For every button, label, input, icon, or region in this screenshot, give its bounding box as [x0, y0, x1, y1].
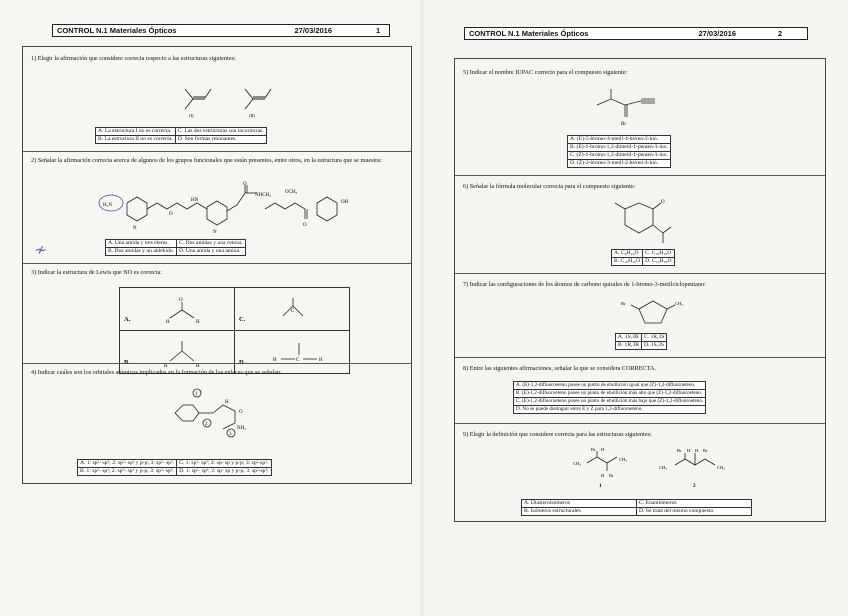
- option-d[interactable]: D. Se trata del mismo compuesto: [637, 508, 752, 516]
- header-date: 27/03/2016: [294, 26, 333, 35]
- option-a[interactable]: A. Diasteroisómeros: [522, 500, 637, 508]
- atom-o: O: [239, 410, 243, 415]
- question-8-options: [513, 381, 706, 414]
- cell-label-a: A.: [124, 316, 131, 323]
- s2-br2: Br: [703, 448, 708, 453]
- lewis-structures-grid: [119, 287, 350, 374]
- option-b[interactable]: B. Isómeros estructurales: [522, 508, 637, 516]
- question-5-molecule: [585, 83, 695, 129]
- mol-label-hn: HN: [191, 198, 199, 203]
- mol-label-o: O: [243, 182, 247, 187]
- bond-marker-3: 3: [229, 432, 232, 437]
- cell-label-c: C.: [239, 316, 246, 323]
- header-title: CONTROL N.1 Materiales Ópticos: [57, 26, 177, 35]
- option-d[interactable]: D. 1S,3S: [641, 342, 666, 350]
- option-a[interactable]: A. Una amida y tres éteres.: [106, 240, 177, 248]
- s1-h2: H: [601, 473, 605, 478]
- header-title: CONTROL N.1 Materiales Ópticos: [469, 29, 589, 38]
- questions-frame: [454, 58, 826, 522]
- s2-ch3-b: CH₃: [717, 465, 725, 470]
- mol-label-oh: OH: [341, 200, 349, 205]
- s2-ch3-a: CH₃: [659, 465, 667, 470]
- option-b[interactable]: B. (E)-1,2-difluoroeteno posee un punto de ebullición más alto que (Z)-1,2-difluoroeteno.: [514, 390, 706, 398]
- atom-h2: H: [196, 320, 200, 325]
- atom-h4: H: [196, 364, 200, 369]
- option-a[interactable]: A. La estructura I no es correcta.: [96, 128, 176, 136]
- page-header: [464, 27, 808, 40]
- s1-br2: Br: [609, 473, 614, 478]
- question-7-molecule: [619, 295, 689, 329]
- mol-label-o3: O: [303, 223, 307, 228]
- question-6-text: 6) Señalar la fórmula molecular correcta para el compuesto siguiente:: [463, 183, 636, 190]
- header-date: 27/03/2016: [698, 29, 737, 38]
- s2-br: Br: [677, 448, 682, 453]
- atom-br: Br: [621, 122, 626, 127]
- question-7-text: 7) Indicar las configuraciones de los átomos de carbono quirales de 1-bromo-3-metilciclopentano:: [463, 281, 706, 288]
- question-9-options: [521, 499, 752, 516]
- s2-h: H: [687, 448, 691, 453]
- option-d[interactable]: D. (Z)-2-bromo-3-metil-2-hexen-4-ino.: [568, 160, 671, 168]
- header-page-number: 2: [778, 29, 783, 38]
- question-9-text: 9) Elegir la definición que considere correcta para las estructuras siguientes:: [463, 431, 652, 438]
- lewis-cell-c[interactable]: [235, 288, 350, 331]
- atom-nh2: NH₂: [237, 426, 246, 431]
- option-c[interactable]: C. Las dos estructuras son incorrectas.: [175, 128, 266, 136]
- mol-label-nhch3: NHCH₃: [255, 193, 271, 198]
- option-b[interactable]: B. 1R,3R: [616, 342, 642, 350]
- divider: [23, 363, 411, 364]
- atom-c2: C: [296, 358, 300, 363]
- struct-label-1: 1: [599, 484, 602, 489]
- question-6-molecule: [605, 195, 685, 247]
- question-5-text: 5) Indicar el nombre IUPAC correcto para el compuesto siguiente:: [463, 69, 628, 76]
- option-c[interactable]: C. C₁₀H₁₈O: [643, 250, 674, 258]
- option-b[interactable]: B. (E)-1-bromo-1,2-dimetil-1-penten-3-ino.: [568, 144, 671, 152]
- option-c[interactable]: C. 1: sp²- sp²; 2: sp- sp y p-p; 3: sp²-sp².: [177, 460, 271, 468]
- question-4-options: [77, 459, 272, 476]
- lewis-cell-b[interactable]: [120, 331, 235, 374]
- option-c[interactable]: C. 1R,3S: [641, 334, 666, 342]
- s1-br: Br: [591, 447, 596, 452]
- atom-h3: H: [164, 364, 168, 369]
- bond-marker-2: 2: [205, 422, 208, 427]
- mol-label-och3: OCH₃: [285, 190, 298, 195]
- s1-ch3-b: CH₃: [619, 457, 627, 462]
- question-4-text: 4) Indicar cuáles son los orbitales atómicos implicados en la formación de los enlaces que se señalan:: [31, 369, 282, 376]
- divider: [23, 151, 411, 152]
- atom-o: O: [661, 200, 665, 205]
- exam-page-1: [0, 0, 420, 616]
- atom-h: H: [166, 320, 170, 325]
- option-d[interactable]: D. C₁₀H₂₀O: [643, 258, 674, 266]
- question-5-options: [567, 135, 671, 168]
- question-4-molecule: [163, 383, 273, 443]
- question-7-options: [615, 333, 667, 350]
- question-2-molecule: [95, 179, 375, 235]
- option-d[interactable]: D. Una amida y una amina.: [177, 248, 246, 256]
- s1-h: H: [601, 447, 605, 452]
- divider: [23, 263, 411, 264]
- question-1-text: 1) Elegir la afirmación que considere correcta respecto a las estructuras siguientes:: [31, 55, 236, 62]
- question-2-text: 2) Señalar la afirmación correcta acerca de algunos de los grupos funcionales que están presentes, entre otros, en la estructura que se muestra:: [31, 157, 382, 164]
- atom-h: H: [225, 400, 229, 405]
- option-c[interactable]: C. Dos amidas y una cetona.: [177, 240, 246, 248]
- lewis-c-structure: [271, 290, 331, 326]
- mol-label-o2: O: [169, 212, 173, 217]
- question-3-text: 3) Indicar la estructura de Lewis que NO es correcta:: [31, 269, 163, 276]
- divider: [455, 273, 825, 274]
- option-a[interactable]: A. 1S,3R: [616, 334, 642, 342]
- cell-label-d: D.: [239, 359, 246, 366]
- option-b[interactable]: B. La estructura II no es correcta.: [96, 136, 176, 144]
- struct-label-2: (II): [249, 113, 255, 118]
- mol-label-n2: N: [213, 230, 217, 235]
- option-b[interactable]: B. Dos amidas y un aldehído.: [106, 248, 177, 256]
- bond-marker-1: 1: [195, 392, 198, 397]
- option-c[interactable]: C. (E)-1,2-difluoroeteno posee un punto de ebullición más bajo que (Z)-1,2-difluoroeteno.: [514, 398, 706, 406]
- divider: [455, 175, 825, 176]
- question-2-options: [105, 239, 246, 256]
- option-d[interactable]: D. 1: sp²- sp³; 2: sp- sp y p-p; 3: sp²-sp³.: [177, 468, 271, 476]
- option-d[interactable]: D. No se puede distinguir entre E y Z para 1,2-difluoroeteno.: [514, 406, 706, 414]
- option-a[interactable]: A. (E)-1,2-difluoroeteno posee un punto de ebullición igual que (Z)-1,2-difluoroeteno.: [514, 382, 706, 390]
- option-b[interactable]: B. C₁₀H₁₆O: [612, 258, 643, 266]
- divider: [455, 423, 825, 424]
- struct-label-1: (I): [189, 113, 194, 118]
- lewis-a-structure: [160, 292, 220, 326]
- atom-o: O: [179, 298, 183, 303]
- atom-h6: H: [319, 358, 323, 363]
- lewis-cell-a[interactable]: [120, 288, 235, 331]
- question-8-text: 8) Entre las siguientes afirmaciones, señalar la que se considera CORRECTA.: [463, 365, 656, 372]
- s1-ch3-a: CH₃: [573, 461, 581, 466]
- mol-label-n: N: [133, 226, 137, 231]
- atom-h5: H: [273, 358, 277, 363]
- option-c[interactable]: C. (Z)-1-bromo-1,2-dimetil-1-penten-3-ino.: [568, 152, 671, 160]
- question-9-structures: [565, 445, 745, 489]
- question-1-structures: [163, 71, 283, 119]
- atom-br: Br: [621, 301, 626, 306]
- s2-h2: H: [695, 448, 699, 453]
- header-page-number: 1: [376, 26, 381, 35]
- question-6-options: [611, 249, 675, 266]
- option-a[interactable]: A. C₈H₁₆O: [612, 250, 643, 258]
- option-a[interactable]: A. 1: sp²- sp²; 2: sp²- sp² y p-p; 3: sp²- sp².: [78, 460, 177, 468]
- divider: [455, 357, 825, 358]
- atom-ch3: CH₃: [675, 301, 683, 306]
- option-c[interactable]: C. Enantiómeros: [637, 500, 752, 508]
- mol-label-h2n: H₂N: [103, 203, 112, 208]
- option-b[interactable]: B. 1: sp²- sp²; 2: sp²- sp² y p-p; 3: sp²- sp³.: [78, 468, 177, 476]
- cell-label-b: B.: [124, 359, 130, 366]
- option-d[interactable]: D. Son formas resonantes.: [175, 136, 266, 144]
- atom-c: C: [291, 309, 295, 314]
- page-header: [52, 24, 390, 37]
- question-1-options: [95, 127, 267, 144]
- lewis-cell-d[interactable]: [235, 331, 350, 374]
- questions-frame: [22, 46, 412, 484]
- exam-page-2: [424, 0, 848, 616]
- handwritten-mark-icon: ≁: [34, 242, 48, 259]
- option-a[interactable]: A. (E)-5-bromo-4-metil-4-hexen-2-ino.: [568, 136, 671, 144]
- struct-label-2: 2: [693, 484, 696, 489]
